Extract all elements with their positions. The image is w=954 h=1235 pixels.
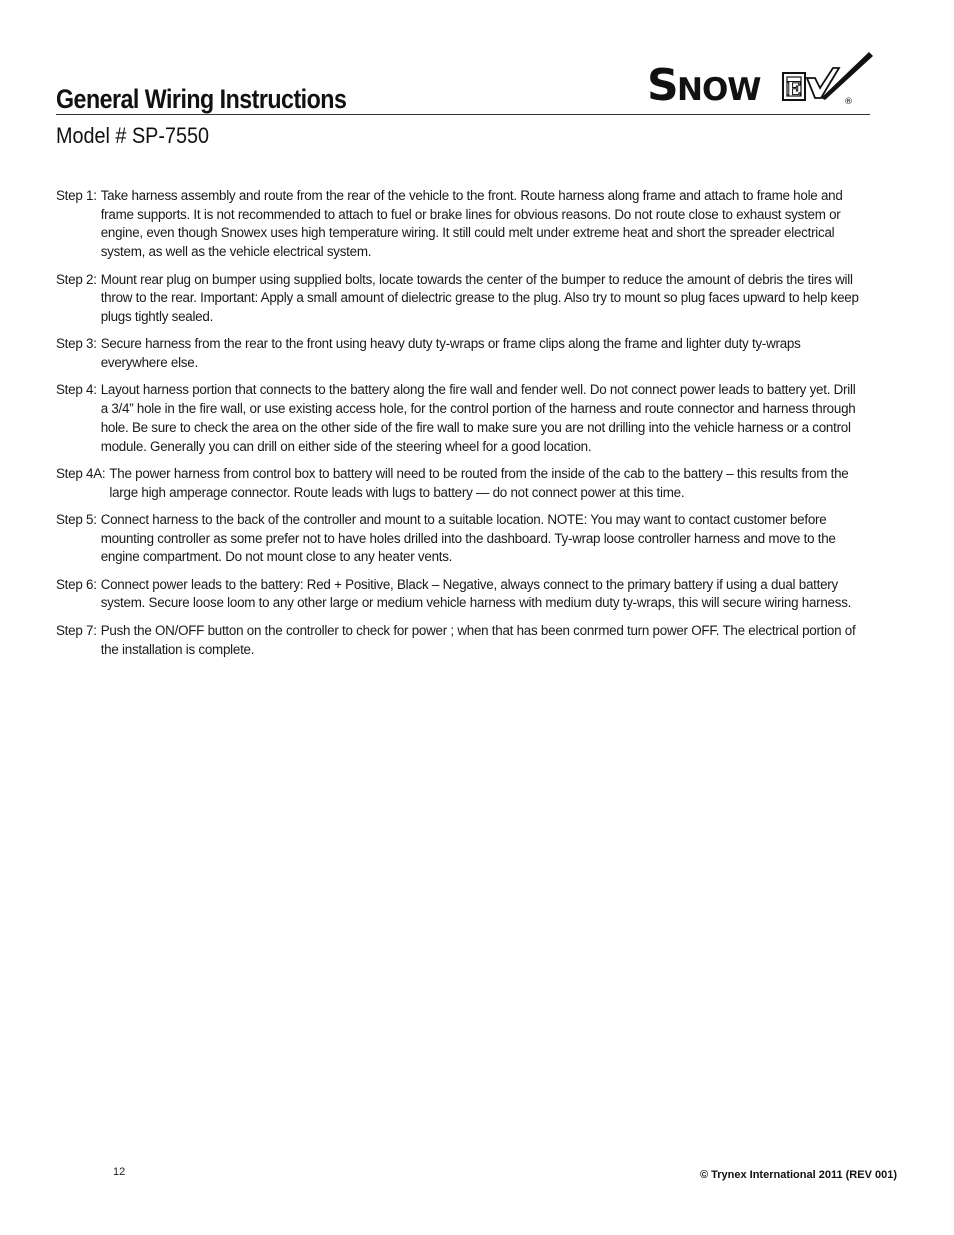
page-title: General Wiring Instructions — [56, 84, 347, 114]
step-text: Push the ON/OFF button on the controller to check for power ; when that has been conrmed turn power OFF. The electrical portion of the installation is complete. — [100, 622, 856, 657]
step-label: Step 1: — [56, 188, 97, 203]
step-text: Connect harness to the back of the controller and mount to a suitable location. NOTE: You may want to contact customer before mounting controller as some prefer not to have holes drilled into the dashboard. Ty-wrap loose controller harness and move to the engine compartment. Do not mount close to any heater vents. — [100, 511, 836, 565]
step-item — [56, 511, 864, 567]
model-number: Model # SP-7550 — [56, 123, 209, 148]
step-item — [56, 622, 864, 659]
step-text: Connect power leads to the battery: Red + Positive, Black – Negative, always connect to the primary battery if using a dual battery system. Secure loose loom to any other large or medium vehicle harness with medium duty ty-wraps, this will secure wiring harness. — [100, 576, 852, 611]
step-item — [56, 381, 864, 456]
step-item — [56, 465, 864, 502]
step-label: Step 4A: — [56, 465, 106, 481]
wiring-steps — [56, 187, 864, 668]
step-label: Step 2: — [56, 271, 97, 287]
snowex-logo — [645, 50, 875, 108]
step-item — [56, 187, 864, 262]
step-label: Step 6: — [56, 576, 97, 592]
step-item — [56, 576, 864, 613]
header-rule — [56, 114, 870, 115]
svg-text:NOW: NOW — [677, 72, 761, 108]
step-label: Step 4: — [56, 382, 97, 398]
svg-text:S: S — [647, 60, 679, 108]
step-item — [56, 335, 864, 372]
step-text: Take harness assembly and route from the rear of the vehicle to the front. Route harness along frame and attach to frame hole and frame supports. It is not recommended to attach to fuel or brake lines for obvious reasons. Do not route close to exhaust system or engine, even though Snowex uses high temperature wiring. It still could melt under extreme heat and short the spreader electrical system, as well as the vehicle electrical system. — [100, 188, 843, 260]
svg-text:®: ® — [844, 97, 853, 107]
copyright-notice: © Trynex International 2011 (REV 001) — [699, 1169, 897, 1181]
step-text: The power harness from control box to battery will need to be routed from the inside of the cab to the battery – this results from the large high amperage connector. Route leads with lugs to battery — do not connect power at this time. — [109, 465, 849, 500]
step-label: Step 5: — [56, 511, 97, 527]
step-text: Layout harness portion that connects to the battery along the fire wall and fender well. Do not connect power leads to battery yet. Drill a 3/4” hole in the fire wall, or use existing access hole, for the control portion of the harness and route connector and harness through hole. Be sure to check the area on the other side of the fire wall to make sure you are not drilling into the vehicle harness or a control module. Generally you can drill on either side of the steering wheel for a good location. — [100, 382, 856, 454]
svg-text:E: E — [786, 77, 802, 101]
page-number: 12 — [113, 1166, 126, 1178]
step-text: Secure harness from the rear to the front using heavy duty ty-wraps or frame clips along the frame and lighter duty ty-wraps everywhere else. — [100, 336, 801, 370]
step-label: Step 3: — [56, 336, 97, 352]
step-item — [56, 271, 864, 327]
step-text: Mount rear plug on bumper using supplied bolts, locate towards the center of the bumper to reduce the amount of debris the tires will throw to the rear. Important: Apply a small amount of dielectric grease to the plug. Also try to mount so plug faces upward to help keep plugs tightly sealed. — [100, 271, 859, 324]
step-label: Step 7: — [56, 622, 97, 638]
